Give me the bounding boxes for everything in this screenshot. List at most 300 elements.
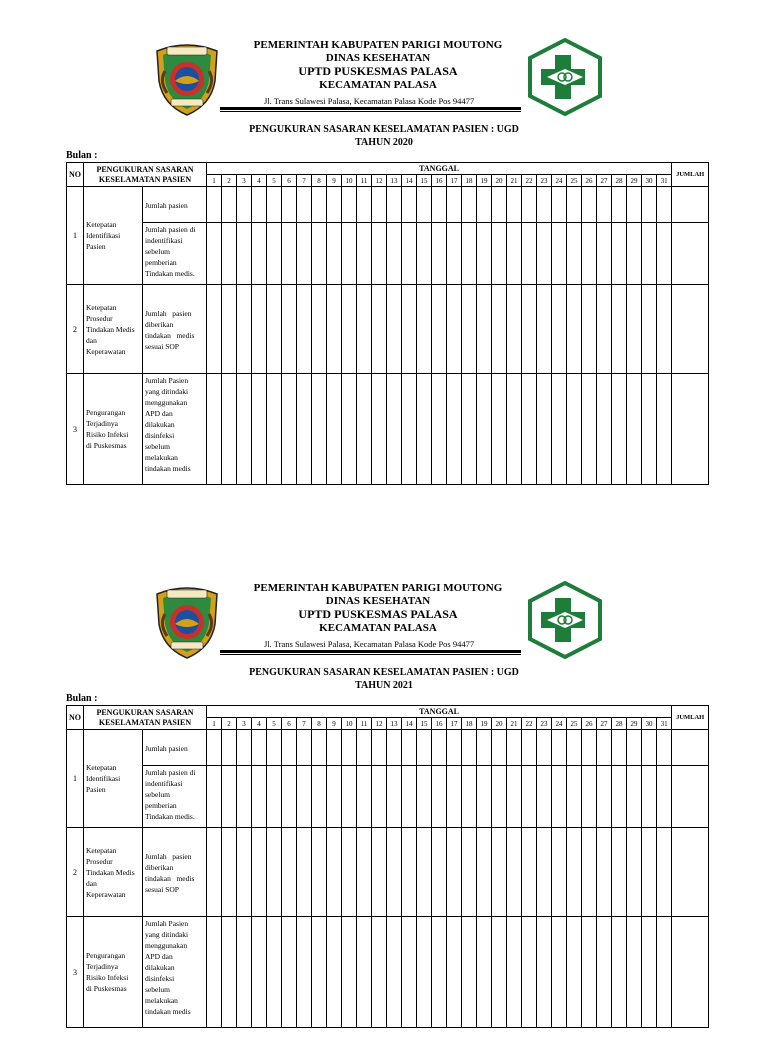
day-entry-cell[interactable] — [282, 374, 297, 485]
day-entry-cell[interactable] — [657, 187, 672, 223]
day-entry-cell[interactable] — [462, 766, 477, 828]
day-entry-cell[interactable] — [552, 374, 567, 485]
day-entry-cell[interactable] — [642, 828, 657, 917]
day-header-cell: 2 — [222, 175, 237, 187]
day-entry-cell[interactable] — [567, 223, 582, 285]
day-entry-cell[interactable] — [417, 187, 432, 223]
day-entry-cell[interactable] — [552, 285, 567, 374]
day-entry-cell[interactable] — [297, 285, 312, 374]
col-header-no: NO — [67, 706, 84, 730]
day-entry-cell[interactable] — [312, 730, 327, 766]
row-3-no: 3 — [67, 917, 84, 1028]
day-entry-cell[interactable] — [207, 917, 222, 1028]
day-entry-cell[interactable] — [507, 187, 522, 223]
day-entry-cell[interactable] — [432, 917, 447, 1028]
day-entry-cell[interactable] — [372, 766, 387, 828]
day-entry-cell[interactable] — [357, 285, 372, 374]
day-entry-cell[interactable] — [282, 828, 297, 917]
day-entry-cell[interactable] — [342, 730, 357, 766]
day-entry-cell[interactable] — [582, 223, 597, 285]
day-entry-cell[interactable] — [372, 730, 387, 766]
day-entry-cell[interactable] — [492, 917, 507, 1028]
day-entry-cell[interactable] — [207, 223, 222, 285]
day-entry-cell[interactable] — [417, 828, 432, 917]
day-header-cell: 30 — [642, 718, 657, 730]
day-entry-cell[interactable] — [537, 730, 552, 766]
day-entry-cell[interactable] — [207, 730, 222, 766]
day-entry-cell[interactable] — [597, 766, 612, 828]
day-entry-cell[interactable] — [327, 374, 342, 485]
day-entry-cell[interactable] — [627, 730, 642, 766]
day-entry-cell[interactable] — [387, 828, 402, 917]
day-entry-cell[interactable] — [462, 285, 477, 374]
day-entry-cell[interactable] — [567, 187, 582, 223]
day-entry-cell[interactable] — [432, 374, 447, 485]
day-entry-cell[interactable] — [537, 828, 552, 917]
text-line: Terjadinya — [86, 962, 118, 971]
day-entry-cell[interactable] — [612, 917, 627, 1028]
day-entry-cell[interactable] — [222, 828, 237, 917]
day-entry-cell[interactable] — [447, 766, 462, 828]
day-entry-cell[interactable] — [627, 187, 642, 223]
day-entry-cell[interactable] — [462, 187, 477, 223]
day-entry-cell[interactable] — [357, 374, 372, 485]
day-entry-cell[interactable] — [462, 917, 477, 1028]
day-header-cell: 19 — [477, 175, 492, 187]
day-entry-cell[interactable] — [537, 223, 552, 285]
day-entry-cell[interactable] — [567, 730, 582, 766]
col-header-measure-line2: KESELAMATAN PASIEN — [98, 717, 192, 727]
day-entry-cell[interactable] — [492, 285, 507, 374]
day-entry-cell[interactable] — [507, 730, 522, 766]
day-entry-cell[interactable] — [297, 223, 312, 285]
day-entry-cell[interactable] — [552, 730, 567, 766]
day-entry-cell[interactable] — [357, 730, 372, 766]
text-line: Tindakan Medis — [86, 324, 135, 334]
day-entry-cell[interactable] — [612, 766, 627, 828]
day-entry-cell[interactable] — [447, 187, 462, 223]
day-entry-cell[interactable] — [387, 187, 402, 223]
day-entry-cell[interactable] — [252, 285, 267, 374]
month-label: Bulan : — [66, 693, 98, 704]
day-entry-cell[interactable] — [582, 374, 597, 485]
day-entry-cell[interactable] — [252, 374, 267, 485]
day-entry-cell[interactable] — [402, 828, 417, 917]
day-entry-cell[interactable] — [402, 730, 417, 766]
day-entry-cell[interactable] — [342, 374, 357, 485]
day-entry-cell[interactable] — [297, 828, 312, 917]
col-header-measure-line1: PENGUKURAN SASARAN — [96, 164, 194, 174]
day-entry-cell[interactable] — [237, 766, 252, 828]
header-address: Jl. Trans Sulawesi Palasa, Kecamatan Palasa Kode Pos 94477 — [264, 96, 475, 106]
day-entry-cell[interactable] — [597, 917, 612, 1028]
day-entry-cell[interactable] — [567, 917, 582, 1028]
day-entry-cell[interactable] — [567, 285, 582, 374]
day-entry-cell[interactable] — [567, 374, 582, 485]
day-entry-cell[interactable] — [432, 730, 447, 766]
day-entry-cell[interactable] — [522, 223, 537, 285]
day-entry-cell[interactable] — [507, 223, 522, 285]
text-line: Ketepatan — [86, 220, 117, 229]
day-entry-cell[interactable] — [657, 917, 672, 1028]
day-entry-cell[interactable] — [402, 766, 417, 828]
day-entry-cell[interactable] — [597, 285, 612, 374]
text-line: tindakan medis — [145, 330, 195, 340]
day-entry-cell[interactable] — [522, 828, 537, 917]
day-entry-cell[interactable] — [342, 187, 357, 223]
day-entry-cell[interactable] — [642, 766, 657, 828]
jumlah-cell[interactable] — [672, 187, 709, 223]
day-entry-cell[interactable] — [207, 374, 222, 485]
day-entry-cell[interactable] — [357, 828, 372, 917]
day-entry-cell[interactable] — [402, 223, 417, 285]
day-entry-cell[interactable] — [237, 285, 252, 374]
day-entry-cell[interactable] — [267, 223, 282, 285]
day-entry-cell[interactable] — [582, 730, 597, 766]
letterhead — [0, 543, 768, 665]
day-entry-cell[interactable] — [207, 766, 222, 828]
day-entry-cell[interactable] — [282, 766, 297, 828]
day-entry-cell[interactable] — [447, 828, 462, 917]
day-entry-cell[interactable] — [327, 187, 342, 223]
day-entry-cell[interactable] — [507, 374, 522, 485]
jumlah-cell[interactable] — [672, 766, 709, 828]
day-entry-cell[interactable] — [432, 285, 447, 374]
day-header-cell: 17 — [447, 175, 462, 187]
day-entry-cell[interactable] — [387, 374, 402, 485]
day-entry-cell[interactable] — [537, 285, 552, 374]
day-entry-cell[interactable] — [387, 285, 402, 374]
day-entry-cell[interactable] — [267, 766, 282, 828]
day-entry-cell[interactable] — [207, 828, 222, 917]
day-header-cell: 20 — [492, 175, 507, 187]
form-title: PENGUKURAN SASARAN KESELAMATAN PASIEN : UGD — [249, 124, 519, 135]
day-entry-cell[interactable] — [657, 766, 672, 828]
day-entry-cell[interactable] — [642, 187, 657, 223]
day-entry-cell[interactable] — [642, 223, 657, 285]
day-entry-cell[interactable] — [402, 285, 417, 374]
day-entry-cell[interactable] — [222, 766, 237, 828]
day-entry-cell[interactable] — [492, 766, 507, 828]
day-entry-cell[interactable] — [492, 374, 507, 485]
day-entry-cell[interactable] — [267, 374, 282, 485]
day-entry-cell[interactable] — [402, 187, 417, 223]
day-entry-cell[interactable] — [267, 828, 282, 917]
day-entry-cell[interactable] — [507, 766, 522, 828]
day-entry-cell[interactable] — [567, 828, 582, 917]
day-entry-cell[interactable] — [327, 917, 342, 1028]
day-entry-cell[interactable] — [642, 917, 657, 1028]
day-entry-cell[interactable] — [522, 917, 537, 1028]
day-entry-cell[interactable] — [522, 374, 537, 485]
day-entry-cell[interactable] — [462, 828, 477, 917]
day-entry-cell[interactable] — [237, 374, 252, 485]
day-header-cell: 31 — [657, 718, 672, 730]
day-header-cell: 4 — [252, 718, 267, 730]
day-entry-cell[interactable] — [372, 374, 387, 485]
day-entry-cell[interactable] — [267, 917, 282, 1028]
day-entry-cell[interactable] — [612, 730, 627, 766]
day-header-cell: 11 — [357, 718, 372, 730]
day-entry-cell[interactable] — [297, 917, 312, 1028]
day-entry-cell[interactable] — [222, 187, 237, 223]
day-entry-cell[interactable] — [552, 766, 567, 828]
day-entry-cell[interactable] — [522, 187, 537, 223]
day-entry-cell[interactable] — [417, 223, 432, 285]
day-entry-cell[interactable] — [342, 223, 357, 285]
day-entry-cell[interactable] — [552, 223, 567, 285]
day-entry-cell[interactable] — [252, 187, 267, 223]
text-line: yang ditindaki — [145, 930, 189, 939]
row-2-category — [84, 285, 143, 374]
day-entry-cell[interactable] — [522, 766, 537, 828]
jumlah-cell[interactable] — [672, 374, 709, 485]
day-entry-cell[interactable] — [642, 374, 657, 485]
day-entry-cell[interactable] — [612, 285, 627, 374]
day-entry-cell[interactable] — [387, 730, 402, 766]
day-entry-cell[interactable] — [282, 730, 297, 766]
day-entry-cell[interactable] — [612, 828, 627, 917]
day-entry-cell[interactable] — [327, 828, 342, 917]
day-entry-cell[interactable] — [252, 223, 267, 285]
day-entry-cell[interactable] — [567, 766, 582, 828]
day-entry-cell[interactable] — [447, 285, 462, 374]
day-entry-cell[interactable] — [552, 187, 567, 223]
day-entry-cell[interactable] — [357, 766, 372, 828]
day-entry-cell[interactable] — [237, 917, 252, 1028]
row-3-no: 3 — [67, 374, 84, 485]
day-entry-cell[interactable] — [657, 828, 672, 917]
day-entry-cell[interactable] — [582, 285, 597, 374]
day-header-cell: 31 — [657, 175, 672, 187]
day-entry-cell[interactable] — [477, 730, 492, 766]
day-entry-cell[interactable] — [357, 187, 372, 223]
day-entry-cell[interactable] — [657, 730, 672, 766]
day-entry-cell[interactable] — [342, 285, 357, 374]
day-entry-cell[interactable] — [537, 766, 552, 828]
day-entry-cell[interactable] — [582, 766, 597, 828]
day-entry-cell[interactable] — [492, 223, 507, 285]
day-entry-cell[interactable] — [372, 223, 387, 285]
day-entry-cell[interactable] — [387, 223, 402, 285]
day-entry-cell[interactable] — [297, 766, 312, 828]
day-entry-cell[interactable] — [222, 285, 237, 374]
day-entry-cell[interactable] — [477, 766, 492, 828]
day-header-cell: 5 — [267, 718, 282, 730]
day-entry-cell[interactable] — [447, 374, 462, 485]
day-entry-cell[interactable] — [282, 285, 297, 374]
day-entry-cell[interactable] — [312, 917, 327, 1028]
day-entry-cell[interactable] — [312, 223, 327, 285]
day-entry-cell[interactable] — [612, 223, 627, 285]
day-entry-cell[interactable] — [252, 766, 267, 828]
day-entry-cell[interactable] — [597, 187, 612, 223]
day-entry-cell[interactable] — [597, 828, 612, 917]
day-entry-cell[interactable] — [432, 187, 447, 223]
day-entry-cell[interactable] — [282, 223, 297, 285]
day-entry-cell[interactable] — [327, 766, 342, 828]
day-entry-cell[interactable] — [657, 374, 672, 485]
day-entry-cell[interactable] — [297, 730, 312, 766]
day-entry-cell[interactable] — [507, 828, 522, 917]
day-entry-cell[interactable] — [417, 730, 432, 766]
day-entry-cell[interactable] — [477, 917, 492, 1028]
day-entry-cell[interactable] — [657, 223, 672, 285]
text-line: indentifikasi — [145, 236, 183, 245]
day-entry-cell[interactable] — [357, 917, 372, 1028]
day-entry-cell[interactable] — [387, 766, 402, 828]
day-entry-cell[interactable] — [462, 730, 477, 766]
day-entry-cell[interactable] — [627, 285, 642, 374]
day-entry-cell[interactable] — [267, 730, 282, 766]
day-entry-cell[interactable] — [402, 917, 417, 1028]
day-entry-cell[interactable] — [312, 828, 327, 917]
day-entry-cell[interactable] — [342, 766, 357, 828]
day-entry-cell[interactable] — [222, 730, 237, 766]
day-entry-cell[interactable] — [372, 285, 387, 374]
day-entry-cell[interactable] — [402, 374, 417, 485]
text-line: Pengurangan — [86, 951, 126, 960]
day-entry-cell[interactable] — [312, 766, 327, 828]
day-entry-cell[interactable] — [477, 285, 492, 374]
day-header-cell: 19 — [477, 718, 492, 730]
day-entry-cell[interactable] — [297, 187, 312, 223]
jumlah-cell[interactable] — [672, 828, 709, 917]
day-entry-cell[interactable] — [237, 730, 252, 766]
day-entry-cell[interactable] — [612, 374, 627, 485]
text-line: sebelum — [145, 247, 170, 256]
day-entry-cell[interactable] — [582, 917, 597, 1028]
day-entry-cell[interactable] — [522, 285, 537, 374]
day-entry-cell[interactable] — [507, 285, 522, 374]
day-entry-cell[interactable] — [552, 917, 567, 1028]
jumlah-cell[interactable] — [672, 917, 709, 1028]
day-entry-cell[interactable] — [627, 828, 642, 917]
day-entry-cell[interactable] — [357, 223, 372, 285]
day-entry-cell[interactable] — [492, 828, 507, 917]
form-title: PENGUKURAN SASARAN KESELAMATAN PASIEN : UGD — [249, 667, 519, 678]
day-entry-cell[interactable] — [627, 917, 642, 1028]
day-entry-cell[interactable] — [447, 223, 462, 285]
day-entry-cell[interactable] — [492, 187, 507, 223]
day-entry-cell[interactable] — [597, 374, 612, 485]
day-entry-cell[interactable] — [477, 187, 492, 223]
day-entry-cell[interactable] — [327, 730, 342, 766]
row-2-indicator — [143, 828, 207, 917]
day-entry-cell[interactable] — [222, 917, 237, 1028]
day-entry-cell[interactable] — [222, 223, 237, 285]
day-entry-cell[interactable] — [447, 917, 462, 1028]
day-entry-cell[interactable] — [582, 828, 597, 917]
month-label: Bulan : — [66, 150, 98, 161]
col-header-measure-line1: PENGUKURAN SASARAN — [96, 707, 194, 717]
day-entry-cell[interactable] — [387, 917, 402, 1028]
day-entry-cell[interactable] — [432, 828, 447, 917]
day-entry-cell[interactable] — [282, 917, 297, 1028]
day-entry-cell[interactable] — [327, 223, 342, 285]
measurement-table — [66, 705, 709, 1028]
row-3-indicator — [143, 917, 207, 1028]
day-entry-cell[interactable] — [312, 374, 327, 485]
day-entry-cell[interactable] — [417, 766, 432, 828]
row-1-indicator-a — [143, 187, 207, 223]
day-entry-cell[interactable] — [207, 285, 222, 374]
jumlah-cell[interactable] — [672, 730, 709, 766]
day-entry-cell[interactable] — [327, 285, 342, 374]
day-entry-cell[interactable] — [207, 187, 222, 223]
day-entry-cell[interactable] — [657, 285, 672, 374]
day-entry-cell[interactable] — [252, 730, 267, 766]
day-entry-cell[interactable] — [372, 187, 387, 223]
day-entry-cell[interactable] — [432, 766, 447, 828]
day-entry-cell[interactable] — [312, 187, 327, 223]
day-entry-cell[interactable] — [627, 766, 642, 828]
day-entry-cell[interactable] — [252, 917, 267, 1028]
day-entry-cell[interactable] — [432, 223, 447, 285]
day-entry-cell[interactable] — [597, 223, 612, 285]
day-entry-cell[interactable] — [252, 828, 267, 917]
day-entry-cell[interactable] — [507, 917, 522, 1028]
day-entry-cell[interactable] — [342, 828, 357, 917]
day-entry-cell[interactable] — [597, 730, 612, 766]
day-header-cell: 21 — [507, 175, 522, 187]
day-entry-cell[interactable] — [267, 187, 282, 223]
day-entry-cell[interactable] — [582, 187, 597, 223]
day-entry-cell[interactable] — [297, 374, 312, 485]
text-line: sebelum — [145, 790, 170, 799]
day-entry-cell[interactable] — [417, 285, 432, 374]
day-entry-cell[interactable] — [282, 187, 297, 223]
jumlah-cell[interactable] — [672, 285, 709, 374]
day-entry-cell[interactable] — [492, 730, 507, 766]
header-rule — [220, 107, 521, 110]
day-entry-cell[interactable] — [447, 730, 462, 766]
jumlah-cell[interactable] — [672, 223, 709, 285]
day-entry-cell[interactable] — [477, 828, 492, 917]
day-entry-cell[interactable] — [552, 828, 567, 917]
day-entry-cell[interactable] — [477, 223, 492, 285]
day-entry-cell[interactable] — [417, 917, 432, 1028]
day-entry-cell[interactable] — [462, 374, 477, 485]
day-entry-cell[interactable] — [612, 187, 627, 223]
day-entry-cell[interactable] — [537, 187, 552, 223]
header-address: Jl. Trans Sulawesi Palasa, Kecamatan Palasa Kode Pos 94477 — [264, 639, 475, 649]
day-entry-cell[interactable] — [237, 828, 252, 917]
day-entry-cell[interactable] — [462, 223, 477, 285]
day-entry-cell[interactable] — [417, 374, 432, 485]
day-entry-cell[interactable] — [642, 285, 657, 374]
day-entry-cell[interactable] — [627, 223, 642, 285]
text-line: sebelum — [145, 985, 170, 994]
day-entry-cell[interactable] — [237, 223, 252, 285]
day-header-cell: 26 — [582, 718, 597, 730]
day-entry-cell[interactable] — [372, 828, 387, 917]
day-entry-cell[interactable] — [522, 730, 537, 766]
day-entry-cell[interactable] — [237, 187, 252, 223]
day-entry-cell[interactable] — [627, 374, 642, 485]
day-entry-cell[interactable] — [342, 917, 357, 1028]
day-entry-cell[interactable] — [372, 917, 387, 1028]
day-entry-cell[interactable] — [537, 374, 552, 485]
day-entry-cell[interactable] — [312, 285, 327, 374]
text-line: Tindakan medis. — [145, 269, 195, 278]
day-entry-cell[interactable] — [642, 730, 657, 766]
day-entry-cell[interactable] — [537, 917, 552, 1028]
day-entry-cell[interactable] — [477, 374, 492, 485]
day-entry-cell[interactable] — [267, 285, 282, 374]
day-entry-cell[interactable] — [222, 374, 237, 485]
text-line: diberikan — [145, 319, 174, 329]
